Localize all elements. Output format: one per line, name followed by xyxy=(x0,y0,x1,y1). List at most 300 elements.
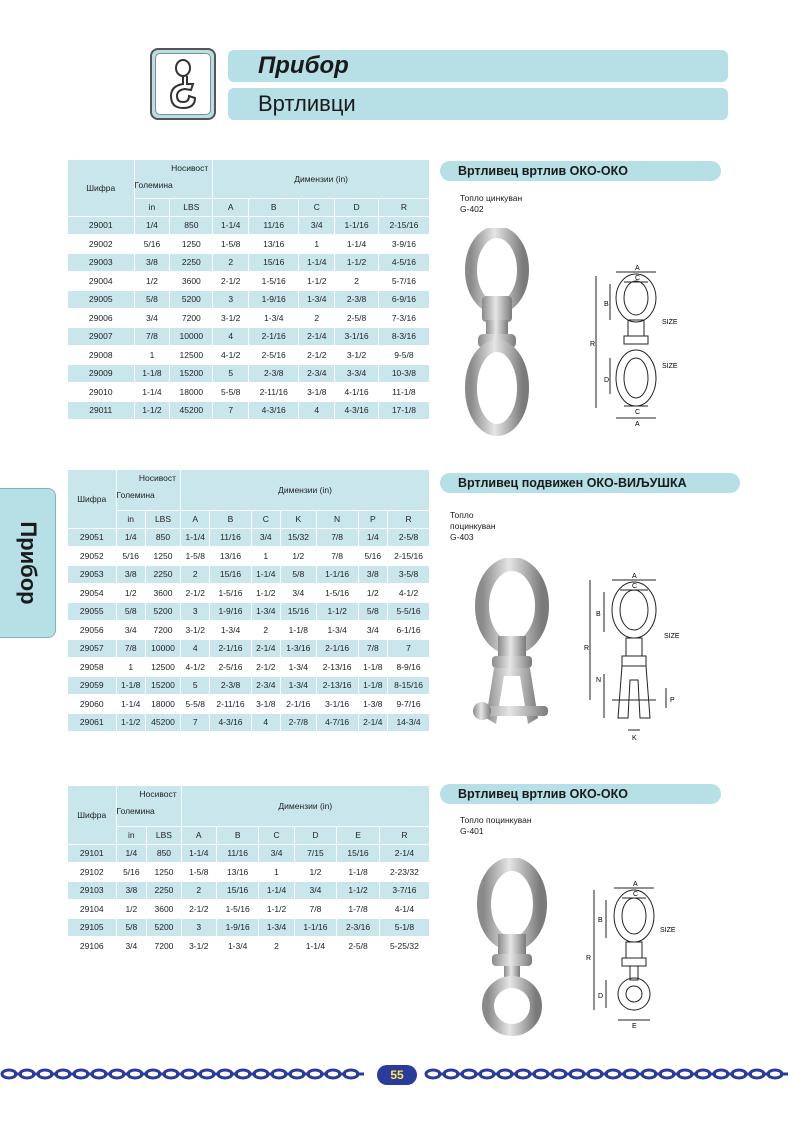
table-cell: 1-5/16 xyxy=(216,900,259,919)
col-header: D xyxy=(335,198,379,216)
col-header: LBS xyxy=(145,510,180,528)
table-cell: 1-3/8 xyxy=(358,695,387,714)
table-cell: 5-1/8 xyxy=(379,918,429,937)
finish-label: Топло xyxy=(450,510,474,520)
table-cell: 1-1/2 xyxy=(316,602,358,621)
table-cell: 29010 xyxy=(68,383,134,402)
chain-decoration-right xyxy=(424,1064,794,1084)
table-cell: 5 xyxy=(213,364,249,383)
dim-label-r: R xyxy=(586,955,592,962)
table-cell: 1-5/8 xyxy=(213,235,249,254)
table-cell: 2-3/16 xyxy=(337,918,380,937)
table-cell: 2-13/16 xyxy=(316,658,358,677)
col-header: C xyxy=(251,510,280,528)
table-row xyxy=(68,528,430,547)
table-cell: 2-3/8 xyxy=(249,364,299,383)
table-cell: 15/16 xyxy=(249,253,299,272)
table-row xyxy=(68,364,430,383)
table-cell: 1-1/4 xyxy=(116,695,145,714)
table-cell: 2-1/16 xyxy=(210,639,251,658)
table-cell: 1250 xyxy=(145,547,180,566)
table-cell: 4-5/16 xyxy=(378,253,429,272)
table-cell: 3-3/4 xyxy=(335,364,379,383)
table-cell: 2-3/8 xyxy=(335,290,379,309)
dim-label-a: A xyxy=(633,881,638,888)
col-code-header: Шифра xyxy=(68,160,134,216)
dim-label-d: D xyxy=(598,993,604,1000)
model-label: G-403 xyxy=(450,532,474,542)
table-cell: 29002 xyxy=(68,235,134,254)
size-header: Големина xyxy=(116,806,155,816)
col-header: K xyxy=(280,510,316,528)
table-cell: 850 xyxy=(145,528,180,547)
table-cell: 2-1/2 xyxy=(181,584,210,603)
table-cell: 1 xyxy=(134,346,170,365)
table-row xyxy=(68,327,430,346)
table-cell: 3 xyxy=(213,290,249,309)
table-cell: 17-1/8 xyxy=(378,401,429,420)
table-cell: 2 xyxy=(251,621,280,640)
swivel-eye-eye-photo xyxy=(462,228,532,438)
capacity-header: Носивост xyxy=(139,789,177,799)
table-cell: 5200 xyxy=(147,918,181,937)
table-cell: 3 xyxy=(181,918,216,937)
table-cell: 5200 xyxy=(170,290,213,309)
col-header: R xyxy=(388,510,430,528)
table-cell: 9-5/8 xyxy=(378,346,429,365)
table-cell: 45200 xyxy=(145,713,180,732)
table-cell: 7 xyxy=(213,401,249,420)
swivel-eye-jaw-diagram xyxy=(584,568,699,748)
table-cell: 5/16 xyxy=(116,547,145,566)
table-cell: 3-1/2 xyxy=(213,309,249,328)
table-row xyxy=(68,900,430,919)
table-cell: 3-9/16 xyxy=(378,235,429,254)
dim-label-size: SIZE xyxy=(662,363,678,370)
col-header: P xyxy=(358,510,387,528)
table-cell: 1/4 xyxy=(116,844,147,863)
table-cell: 4-3/16 xyxy=(210,713,251,732)
table-cell: 7/8 xyxy=(316,528,358,547)
table-cell: 15/16 xyxy=(280,602,316,621)
table-cell: 2-1/16 xyxy=(280,695,316,714)
table-cell: 1-3/4 xyxy=(216,937,259,956)
dim-label-r: R xyxy=(584,645,590,652)
dim-label-c: C xyxy=(635,409,641,416)
dim-label-d: D xyxy=(604,377,610,384)
table-cell: 1-1/8 xyxy=(337,863,380,882)
table-cell: 2-5/8 xyxy=(337,937,380,956)
table-cell: 1-1/2 xyxy=(337,881,380,900)
table-row xyxy=(68,676,430,695)
dim-label-b: B xyxy=(598,917,603,924)
table-cell: 29105 xyxy=(68,918,116,937)
dims-header: Димензии (in) xyxy=(181,786,429,826)
table-row xyxy=(68,639,430,658)
table-cell: 850 xyxy=(170,216,213,235)
table-cell: 2-23/32 xyxy=(379,863,429,882)
table-cell: 1250 xyxy=(147,863,181,882)
table-cell: 3/4 xyxy=(251,528,280,547)
table-cell: 2-3/8 xyxy=(210,676,251,695)
table-cell: 1-3/4 xyxy=(210,621,251,640)
table-cell: 850 xyxy=(147,844,181,863)
table-cell: 3600 xyxy=(170,272,213,291)
table-cell: 5-5/8 xyxy=(213,383,249,402)
col-size-capacity-header xyxy=(116,786,181,826)
size-header: Големина xyxy=(134,180,173,190)
dim-label-a: A xyxy=(635,421,640,428)
table-cell: 4 xyxy=(251,713,280,732)
table-cell: 13/16 xyxy=(210,547,251,566)
table-cell: 1-1/4 xyxy=(181,528,210,547)
table-cell: 15200 xyxy=(145,676,180,695)
table-cell: 2 xyxy=(213,253,249,272)
table-cell: 1-1/2 xyxy=(251,584,280,603)
table-row xyxy=(68,383,430,402)
table-cell: 2-1/4 xyxy=(358,713,387,732)
logo xyxy=(150,48,216,120)
table-cell: 7200 xyxy=(145,621,180,640)
table-cell: 6-9/16 xyxy=(378,290,429,309)
table-cell: 2-1/16 xyxy=(316,639,358,658)
table-cell: 15200 xyxy=(170,364,213,383)
table-cell: 11-1/8 xyxy=(378,383,429,402)
table-cell: 5-5/8 xyxy=(181,695,210,714)
table-cell: 2250 xyxy=(170,253,213,272)
table-cell: 29052 xyxy=(68,547,116,566)
table-row xyxy=(68,713,430,732)
table-cell: 18000 xyxy=(145,695,180,714)
table-row xyxy=(68,309,430,328)
table-cell: 1-1/4 xyxy=(134,383,170,402)
size-header: Големина xyxy=(116,490,155,500)
table-cell: 1-1/4 xyxy=(259,881,294,900)
table-cell: 10-3/8 xyxy=(378,364,429,383)
table-cell: 1-1/8 xyxy=(358,676,387,695)
table-cell: 1-3/16 xyxy=(280,639,316,658)
table-cell: 2-5/8 xyxy=(388,528,430,547)
table-cell: 5-25/32 xyxy=(379,937,429,956)
table-cell: 1-1/16 xyxy=(294,918,337,937)
col-header: C xyxy=(259,826,294,844)
table-cell: 29001 xyxy=(68,216,134,235)
table-cell: 1/4 xyxy=(116,528,145,547)
table-cell: 7/8 xyxy=(358,639,387,658)
model-label: G-402 xyxy=(460,204,484,214)
table-cell: 3/8 xyxy=(358,565,387,584)
table-cell: 1-3/4 xyxy=(280,676,316,695)
table-cell: 4-3/16 xyxy=(335,401,379,420)
table-cell: 2-5/8 xyxy=(335,309,379,328)
table-cell: 7/8 xyxy=(116,639,145,658)
table-cell: 2250 xyxy=(145,565,180,584)
table-cell: 1-1/16 xyxy=(316,565,358,584)
table-cell: 1-1/2 xyxy=(335,253,379,272)
col-header: in xyxy=(116,826,147,844)
col-header: E xyxy=(337,826,380,844)
col-header: A xyxy=(213,198,249,216)
table-cell: 7/8 xyxy=(294,900,337,919)
table-row xyxy=(68,844,430,863)
table-cell: 3/4 xyxy=(294,881,337,900)
table-cell: 11/16 xyxy=(249,216,299,235)
table-cell: 1-3/4 xyxy=(316,621,358,640)
table-cell: 29008 xyxy=(68,346,134,365)
table-cell: 2250 xyxy=(147,881,181,900)
table-cell: 11/16 xyxy=(216,844,259,863)
table-row xyxy=(68,346,430,365)
table-cell: 3600 xyxy=(147,900,181,919)
swivel-eye-eye-diagram xyxy=(588,258,698,428)
col-header: A xyxy=(181,826,216,844)
col-header: in xyxy=(134,198,170,216)
table-cell: 1-1/2 xyxy=(134,401,170,420)
spec-table-1 xyxy=(68,160,430,420)
table-cell: 8-15/16 xyxy=(388,676,430,695)
col-size-capacity-header xyxy=(116,470,181,510)
table-cell: 29011 xyxy=(68,401,134,420)
table-cell: 1-1/2 xyxy=(116,713,145,732)
table-cell: 2-1/2 xyxy=(299,346,335,365)
table-cell: 1-1/4 xyxy=(335,235,379,254)
table-cell: 3-1/2 xyxy=(181,621,210,640)
table-cell: 2-3/4 xyxy=(299,364,335,383)
table-cell: 2 xyxy=(181,565,210,584)
table-cell: 7 xyxy=(388,639,430,658)
table-cell: 1/2 xyxy=(116,900,147,919)
table-cell: 29061 xyxy=(68,713,116,732)
product-note-2 xyxy=(450,510,496,543)
model-label: G-401 xyxy=(460,826,484,836)
table-cell: 7-3/16 xyxy=(378,309,429,328)
table-cell: 7/8 xyxy=(316,547,358,566)
table-row xyxy=(68,272,430,291)
table-cell: 18000 xyxy=(170,383,213,402)
table-row xyxy=(68,621,430,640)
dim-label-b: B xyxy=(596,611,601,618)
table-cell: 29053 xyxy=(68,565,116,584)
table-cell: 1-1/4 xyxy=(181,844,216,863)
table-cell: 3-1/2 xyxy=(181,937,216,956)
table-cell: 4-1/2 xyxy=(213,346,249,365)
table-cell: 1/2 xyxy=(280,547,316,566)
table-cell: 1-1/2 xyxy=(299,272,335,291)
table-cell: 3/4 xyxy=(116,937,147,956)
table-cell: 13/16 xyxy=(249,235,299,254)
finish-label-2: поцинкуван xyxy=(450,521,496,531)
table-cell: 1-1/8 xyxy=(280,621,316,640)
col-header: B xyxy=(216,826,259,844)
table-cell: 3-1/16 xyxy=(335,327,379,346)
table-cell: 4-1/4 xyxy=(379,900,429,919)
table-cell: 4-7/16 xyxy=(316,713,358,732)
table-cell: 1250 xyxy=(170,235,213,254)
table-cell: 1-1/8 xyxy=(134,364,170,383)
table-cell: 2-11/16 xyxy=(249,383,299,402)
col-header: A xyxy=(181,510,210,528)
table-cell: 4-1/2 xyxy=(388,584,430,603)
dim-label-a: A xyxy=(632,573,637,580)
table-cell: 2-11/16 xyxy=(210,695,251,714)
table-cell: 1-3/4 xyxy=(280,658,316,677)
table-cell: 1-1/8 xyxy=(116,676,145,695)
table-cell: 2-1/4 xyxy=(251,639,280,658)
table-cell: 3/8 xyxy=(134,253,170,272)
table-row xyxy=(68,658,430,677)
table-cell: 1-5/8 xyxy=(181,547,210,566)
table-cell: 1-9/16 xyxy=(249,290,299,309)
hook-icon xyxy=(155,53,211,115)
table-cell: 11/16 xyxy=(210,528,251,547)
col-header: R xyxy=(379,826,429,844)
table-cell: 2-1/4 xyxy=(299,327,335,346)
dim-label-a: A xyxy=(635,265,640,272)
table-cell: 1/4 xyxy=(134,216,170,235)
table-cell: 8-3/16 xyxy=(378,327,429,346)
table-row xyxy=(68,695,430,714)
dim-label-p: P xyxy=(670,697,675,704)
table-cell: 5/8 xyxy=(134,290,170,309)
table-cell: 29004 xyxy=(68,272,134,291)
table-cell: 3/4 xyxy=(299,216,335,235)
table-cell: 5200 xyxy=(145,602,180,621)
table-row xyxy=(68,602,430,621)
table-cell: 5/8 xyxy=(358,602,387,621)
col-header: R xyxy=(378,198,429,216)
page-subtitle: Вртливци xyxy=(228,88,728,120)
swivel-eye-jaw-photo xyxy=(470,558,560,743)
table-cell: 1 xyxy=(259,863,294,882)
table-cell: 29009 xyxy=(68,364,134,383)
table-cell: 15/16 xyxy=(216,881,259,900)
col-header: LBS xyxy=(147,826,181,844)
table-cell: 1-3/4 xyxy=(251,602,280,621)
table-cell: 1-3/4 xyxy=(259,918,294,937)
col-header: B xyxy=(210,510,251,528)
table-cell: 12500 xyxy=(170,346,213,365)
table-cell: 14-3/4 xyxy=(388,713,430,732)
table-cell: 2-5/16 xyxy=(210,658,251,677)
table-cell: 3/4 xyxy=(280,584,316,603)
table-cell: 5/8 xyxy=(280,565,316,584)
table-cell: 29056 xyxy=(68,621,116,640)
table-cell: 5 xyxy=(181,676,210,695)
table-cell: 4-1/2 xyxy=(181,658,210,677)
table-row xyxy=(68,584,430,603)
dim-label-c: C xyxy=(633,891,639,898)
table-cell: 4-1/16 xyxy=(335,383,379,402)
dim-label-k: K xyxy=(632,735,637,742)
table-cell: 4 xyxy=(213,327,249,346)
table-cell: 1/2 xyxy=(134,272,170,291)
table-cell: 3-1/8 xyxy=(299,383,335,402)
table-cell: 4 xyxy=(181,639,210,658)
col-header: C xyxy=(299,198,335,216)
col-header: LBS xyxy=(170,198,213,216)
table-cell: 1-9/16 xyxy=(210,602,251,621)
table-cell: 8-9/16 xyxy=(388,658,430,677)
finish-label: Топло поцинкуван xyxy=(460,815,532,825)
table-cell: 29003 xyxy=(68,253,134,272)
dims-header: Димензии (in) xyxy=(213,160,430,198)
table-row xyxy=(68,565,430,584)
table-cell: 7/15 xyxy=(294,844,337,863)
table-cell: 3/4 xyxy=(259,844,294,863)
capacity-header: Носивост xyxy=(171,163,209,173)
table-cell: 1/2 xyxy=(294,863,337,882)
dim-label-b: B xyxy=(604,301,609,308)
table-cell: 29051 xyxy=(68,528,116,547)
table-cell: 1 xyxy=(116,658,145,677)
swivel-eye-eye-g401-diagram xyxy=(586,880,696,1030)
table-row xyxy=(68,235,430,254)
table-cell: 3-7/16 xyxy=(379,881,429,900)
table-row xyxy=(68,216,430,235)
sub-header-row xyxy=(68,826,430,844)
dim-label-n: N xyxy=(596,677,602,684)
table-cell: 1-7/8 xyxy=(337,900,380,919)
table-cell: 9-7/16 xyxy=(388,695,430,714)
table-cell: 2-7/8 xyxy=(280,713,316,732)
table-cell: 2-1/2 xyxy=(251,658,280,677)
table-cell: 1-5/16 xyxy=(210,584,251,603)
swivel-eye-eye-g401-photo xyxy=(472,858,552,1038)
table-cell: 1-1/4 xyxy=(299,253,335,272)
table-cell: 2 xyxy=(335,272,379,291)
table-cell: 3-5/8 xyxy=(388,565,430,584)
table-cell: 1-5/16 xyxy=(316,584,358,603)
sub-header-row xyxy=(68,510,430,528)
table-cell: 10000 xyxy=(170,327,213,346)
spec-table-2 xyxy=(68,470,430,732)
table-cell: 1-1/16 xyxy=(335,216,379,235)
table-cell: 3-1/2 xyxy=(335,346,379,365)
dim-label-c: C xyxy=(632,583,638,590)
table-cell: 3 xyxy=(181,602,210,621)
table-cell: 29060 xyxy=(68,695,116,714)
table-row xyxy=(68,401,430,420)
dim-label-size: SIZE xyxy=(662,319,678,326)
table-cell: 1 xyxy=(299,235,335,254)
table-cell: 3/8 xyxy=(116,565,145,584)
table-row xyxy=(68,881,430,900)
finish-label: Топло цинкуван xyxy=(460,193,523,203)
table-row xyxy=(68,547,430,566)
table-cell: 1-5/8 xyxy=(181,863,216,882)
table-row xyxy=(68,918,430,937)
col-header: B xyxy=(249,198,299,216)
page-number: 55 xyxy=(377,1065,417,1085)
table-cell: 29102 xyxy=(68,863,116,882)
table-cell: 2-1/2 xyxy=(181,900,216,919)
table-cell: 2-5/16 xyxy=(249,346,299,365)
table-cell: 1 xyxy=(251,547,280,566)
table-cell: 7200 xyxy=(147,937,181,956)
table-row xyxy=(68,253,430,272)
product-note-3 xyxy=(460,815,532,837)
table-cell: 29101 xyxy=(68,844,116,863)
table-cell: 3600 xyxy=(145,584,180,603)
table-cell: 7 xyxy=(181,713,210,732)
table-cell: 29057 xyxy=(68,639,116,658)
dim-label-size: SIZE xyxy=(664,633,680,640)
table-cell: 1-3/4 xyxy=(249,309,299,328)
table-cell: 29058 xyxy=(68,658,116,677)
table-cell: 29104 xyxy=(68,900,116,919)
table-cell: 3/4 xyxy=(358,621,387,640)
table-cell: 29007 xyxy=(68,327,134,346)
